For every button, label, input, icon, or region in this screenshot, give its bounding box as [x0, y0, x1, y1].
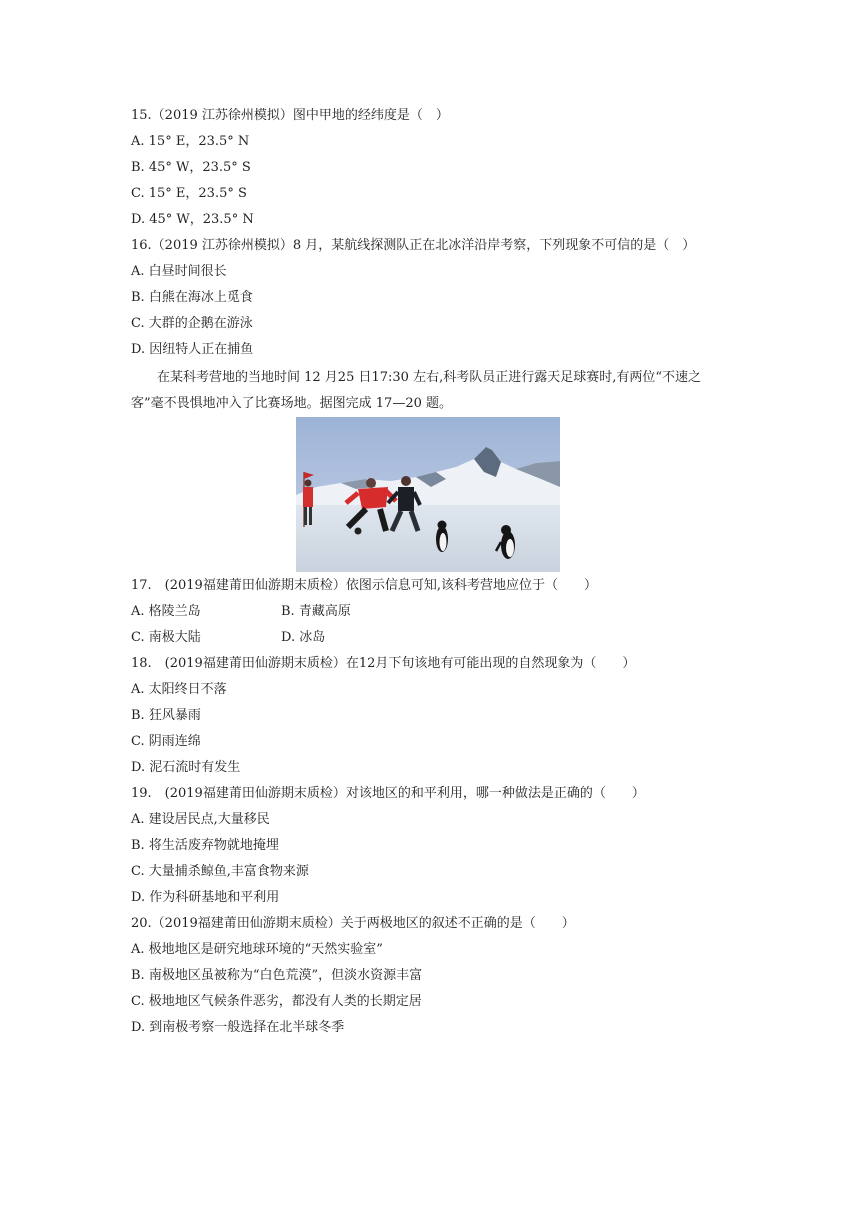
passage-line-1: 在某科考营地的当地时间 12 月25 日17:30 左右,科考队员正进行露天足球赛时,有两位“不速之 [157, 370, 701, 385]
q17-option-d: D. 冰岛 [281, 630, 326, 645]
q16-option-c: C. 大群的企鹅在游泳 [131, 316, 253, 331]
q16-stem: 16.（2019 江苏徐州模拟）8 月，某航线探测队正在北冰洋沿岸考察，下列现象不可信的是（ ） [131, 238, 696, 253]
q19-option-d: D. 作为科研基地和平利用 [131, 890, 280, 905]
q15-option-c: C. 15° E，23.5° S [131, 186, 247, 201]
q17-option-a: A. 格陵兰岛 [131, 604, 201, 619]
q16-option-d: D. 因纽特人正在捕鱼 [131, 342, 254, 357]
q20-stem: 20.（2019福建莆田仙游期末质检）关于两极地区的叙述不正确的是（ ） [131, 916, 575, 931]
q19-stem: 19. (2019福建莆田仙游期末质检）对该地区的和平利用，哪一种做法是正确的（ ） [131, 786, 645, 801]
q18-stem: 18. (2019福建莆田仙游期末质检）在12月下旬该地有可能出现的自然现象为（ ） [131, 656, 636, 671]
q15-stem: 15.（2019 江苏徐州模拟）图中甲地的经纬度是（ ） [131, 108, 449, 123]
q20-option-b: B. 南极地区虽被称为“白色荒漠”，但淡水资源丰富 [131, 968, 423, 983]
q20-option-a: A. 极地地区是研究地球环境的“天然实验室” [131, 942, 383, 957]
q17-option-c: C. 南极大陆 [131, 630, 201, 645]
q18-option-a: A. 太阳终日不落 [131, 682, 227, 697]
q15-option-b: B. 45° W，23.5° S [131, 160, 251, 175]
q15-option-d: D. 45° W，23.5° N [131, 212, 254, 227]
q18-option-b: B. 狂风暴雨 [131, 708, 201, 723]
q16-option-a: A. 白昼时间很长 [131, 264, 227, 279]
q19-option-c: C. 大量捕杀鲸鱼,丰富食物来源 [131, 864, 309, 879]
q17-option-b: B. 青藏高原 [281, 604, 351, 619]
q18-option-d: D. 泥石流时有发生 [131, 760, 241, 775]
q16-option-b: B. 白熊在海冰上觅食 [131, 290, 253, 305]
q20-option-d: D. 到南极考察一般选择在北半球冬季 [131, 1020, 345, 1035]
q19-option-a: A. 建设居民点,大量移民 [131, 812, 270, 827]
q15-option-a: A. 15° E，23.5° N [131, 134, 250, 149]
passage-line-2: 客”毫不畏惧地冲入了比赛场地。据图完成 17—20 题。 [131, 396, 452, 411]
q19-option-b: B. 将生活废弃物就地掩埋 [131, 838, 279, 853]
q20-option-c: C. 极地地区气候条件恶劣，都没有人类的长期定居 [131, 994, 422, 1009]
antarctic-football-photo [296, 417, 560, 572]
q17-stem: 17. (2019福建莆田仙游期末质检）依图示信息可知,该科考营地应位于（ ） [131, 578, 597, 593]
q18-option-c: C. 阴雨连绵 [131, 734, 201, 749]
